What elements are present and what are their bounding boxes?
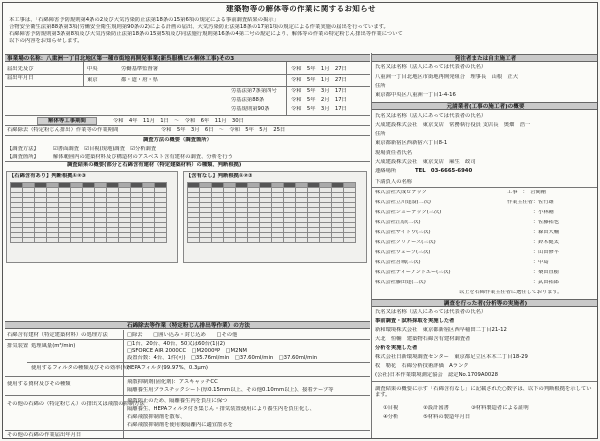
notify-dest-label: 届出先及び	[7, 66, 34, 72]
period-value: 令和 4年 11月 1日 ～ 令和 6年 11月 30日	[113, 118, 244, 124]
flow-label: 処理風量(m³/min)	[31, 343, 76, 349]
sub-name: 株式会社江原(二次)	[375, 220, 421, 225]
result-item-1: ①目視	[383, 405, 399, 411]
sub-name: 株式会社立川建設(二次)	[375, 200, 431, 205]
sub-header: 下請負人の名称	[375, 179, 413, 185]
intro-line-4: 以下の内容をお知らせします。	[9, 38, 83, 44]
intro-line-1: 本工事は、「石綿障害予防規則第4条の2及び大気汚染防止法第18条の15第6項の規定による事前調査結果の掲示」	[9, 17, 279, 23]
present-table	[10, 182, 167, 243]
capacity-value: 設置台数：4台、1件(可) □35.76ml/min □37.60ml/min □37.60ml/min	[127, 355, 318, 361]
client-addr-label: 住所	[375, 83, 386, 89]
surveyor-person: 大北 恒輔 建築物石綿含有建材調査者	[375, 336, 471, 342]
survey-place-label: 【調査箇所】	[7, 154, 39, 160]
analyst-name: 株式会社日新環境調査センター 東京都足立区本木二丁目18-29	[375, 354, 528, 360]
analyst-sub: 分析を実施した者	[375, 345, 418, 351]
client-header: 発注者または自主施工者	[372, 54, 597, 62]
removal-header: 石綿除去等作業（特定粉じん排出等作業）の方法	[5, 321, 370, 329]
filter-label: 使用するフィルタの種類及びその効率(％)	[31, 365, 130, 371]
divider	[5, 339, 370, 340]
contact-label: 連絡場所	[375, 168, 397, 174]
project-name: 事業場の名称：八重洲一丁目北地区第一種市街地再開発事業(新呉服橋ビル解体工事)その3	[5, 54, 370, 62]
work-period-label: 石綿除去（特定粉じん排出）作業等の作業期間	[7, 127, 119, 133]
cover-value: 隔離養生用プラスチックシート(厚0.15mm以上、その他0.10mm以上)、接着テープ等	[127, 387, 334, 393]
period-label: 解体等工事期間	[37, 117, 97, 125]
page-title: 建築物等の解体等の作業に関するお知らせ	[226, 5, 376, 13]
intro-line-2: 合物安全衛生法第88条第3項(労働安全衛生規則第90条の2)による計画の届出、大気汚染防止法第18条の17第1項の規定による作業実施の届出を行っています。	[9, 24, 389, 30]
flow-detail: □SFORCE AIR 2000CC □M2000ºP □M2NM	[127, 348, 247, 354]
other-label: その他の石綿の（特定粉じん）の排出又は飛散の抑制方法	[7, 401, 145, 407]
notify-office-2: 東京	[87, 77, 98, 83]
filter-value: HEPAフィルタ(99.97%、0.3μm)	[127, 365, 208, 371]
notify-office-1: 中央	[87, 66, 98, 72]
notify-date-5: 令和 5年 3月 17日	[291, 106, 347, 112]
sub-role: ：武田拓郎	[507, 280, 559, 285]
contractor-header: 元請業者(工事の施工者)の概要	[372, 102, 597, 110]
removal-method-label: 石綿含有建材（特定建築材料）の処理方法	[7, 332, 108, 338]
sub-name: 株式会社大成ロテック	[375, 190, 427, 195]
notify-date-3: 令和 5年 3月 17日	[291, 88, 347, 94]
sub-name: 株式会社ウェーブ(三次)	[375, 250, 431, 255]
result-item-5: ⑤材料の製造年月日	[423, 414, 471, 420]
notify-date-4: 令和 5年 2月 17日	[291, 97, 347, 103]
surveyor-label: 氏名又は名称（法人にあっては代表者の氏名）	[375, 309, 487, 315]
intro-line-3: 石綿障害予防規則第3条第8項及び大気汚染防止法第18条の15第5項及び同法施行規則第16条の4第二号の規定により、解体等の作業の特定粉じん排出等作業について	[9, 31, 403, 37]
sub-name: 株式会社シューテック(三次)	[375, 210, 442, 215]
asbestos-absent-panel	[183, 171, 367, 263]
divider	[5, 115, 370, 116]
last-label: その他の石綿の作業届出年月日	[7, 432, 82, 438]
divider	[286, 62, 287, 115]
notify-agency-3: 労基法第7条第四号	[231, 88, 277, 94]
sub-name: 株式会社宮城(三次)	[375, 260, 421, 265]
divider	[123, 330, 124, 438]
sub-role: ：鈴木健太	[507, 240, 559, 245]
client-name: 八重洲一丁目北地区市街地再開発組合 理事長 山根 正大	[375, 74, 519, 80]
sub-name: 株式会社クリアーズ(三次)	[375, 240, 436, 245]
contact-value: TEL 03-6665-6940	[415, 168, 473, 174]
sub-name: 株式会社ティーアンドエー(三次)	[375, 270, 451, 275]
contractor-addr: 東京都新宿区西新宿六丁目8-1	[375, 140, 448, 146]
other-row-3: 石綿飛散抑制剤を散布、	[127, 414, 186, 420]
analyst-person: 枚 勒花 石綿分析技術評価 Aランク	[375, 363, 469, 369]
notify-date-1: 令和 5年 1月 27日	[291, 66, 347, 72]
other-row-1: 飛散防止のため、隔離養生内を負圧に保つ	[127, 398, 228, 404]
result-item-2: ②設計図書	[423, 405, 449, 411]
contractor-label: 氏名又は名称（法人にあっては代表者の氏名）	[375, 113, 487, 119]
sub-role: ：山田修平	[507, 250, 559, 255]
agent-label: 使用する資材及びその種類	[7, 381, 71, 387]
survey-header: 調査方法の概要（調査箇所）	[143, 137, 212, 143]
result-item-4: ④分析	[383, 414, 399, 420]
client-addr: 東京都中央区八重洲一丁目1-4-16	[375, 92, 456, 98]
divider	[5, 395, 370, 396]
divider	[5, 430, 370, 431]
exhaust-label: 排気装置	[7, 343, 29, 349]
contractor-name: 大成建設株式会社 東京支店 常務執行役員 支店長 奥畑 浩一	[375, 122, 531, 128]
sub-role: ：佐藤拓也	[507, 220, 559, 225]
result-item-3: ③材料製造者による証明	[471, 405, 529, 411]
notify-date-2: 令和 5年 1月 27日	[291, 77, 347, 83]
agent-value: 飛散抑制剤(固化剤)：アスキャッチCC	[127, 379, 218, 385]
divider	[27, 362, 370, 363]
removal-method-value: □除去 □囲い込み・封じ込め □その他	[127, 332, 238, 338]
present-panel-title: 【石綿含有あり】判断根拠①②③	[9, 173, 87, 179]
notice-board	[2, 2, 598, 439]
sub-role: ：桑田直樹	[507, 270, 559, 275]
survey-place-value: 解体範囲内の建築材料及び構造材のアスベスト含有建材の調査、分析を行う	[53, 154, 233, 160]
surveyor-sub: 事前調査・試料採取を実施した者	[375, 318, 455, 324]
divider	[5, 86, 370, 87]
notify-agency-2: 都・道・府・県	[121, 77, 159, 83]
notify-agency-5: 労基規則第90条	[231, 106, 270, 112]
sub-role: ：中島	[507, 260, 549, 265]
result-box-text: 調査結果の概要に示す「石綿含有なし」に記載された○数字は、以下の判断根拠を示しています。	[375, 386, 592, 399]
sub-name: 株式会社サイトウ(三次)	[375, 230, 431, 235]
divider	[5, 74, 370, 75]
asbestos-present-panel	[6, 171, 178, 263]
divider	[5, 376, 370, 377]
notify-date-label: 届出年月日	[7, 75, 34, 81]
absent-panel-title: 【含有なし】判断根拠①②③	[186, 173, 253, 179]
sub-role: 作業主任者：佐竹雄	[507, 200, 554, 205]
client-label: 氏名又は名称（法人にあっては代表者の氏名）	[375, 64, 487, 70]
sub-role: 工事 ： 岩間剛	[507, 190, 546, 195]
divider	[372, 381, 597, 382]
analyst-org: (公社)日本作業環境測定協会 認定No.1709A0028	[375, 372, 498, 378]
manager-value: 大成建設株式会社 東京支店 麻生 政司	[375, 159, 476, 165]
manager-label: 現場責任者氏名	[375, 150, 413, 156]
survey-method-label: 【調査方法】	[7, 146, 39, 152]
flow-value: □1台、20台、40台、50又は60台(1)(2)	[127, 341, 226, 347]
divider	[5, 135, 370, 136]
survey-result-header: 調査結果の概要(部分と石綿含有建材（特定建築材料）の種類、判断根拠)	[67, 162, 242, 168]
divider	[372, 187, 597, 188]
surveyor-header: 調査を行った者(分析等の実施者)	[372, 299, 597, 307]
notify-agency-4: 労基法第88条	[231, 97, 265, 103]
sub-note: 以上を石綿作業主任者に選任しております。	[459, 290, 563, 295]
surveyor-name: 新和環境株式会社 東京都新宿区西早稲田二丁目21-12	[375, 327, 507, 333]
notify-agency-1: 労働基準監督署	[121, 66, 159, 72]
other-row-4: 石綿飛散抑制剤を使用後隔離内に適宜散水を	[127, 422, 233, 428]
contractor-addr-label: 住所	[375, 131, 386, 137]
divider	[5, 125, 370, 126]
other-row-2: 隔離養生、HEPAフィルタ付き集じん・排気装置使用により養生内を負圧化し、	[127, 406, 315, 412]
divider	[5, 161, 370, 162]
work-period-value: 令和 5年 3月 6日 ～ 令和 5年 5月 25日	[161, 127, 286, 133]
divider	[83, 62, 84, 86]
survey-method-value: ☑書面調査 ☑目視(現地)調査 ☑分析調査	[53, 146, 157, 152]
sub-role: ：森田大輔	[507, 230, 559, 235]
sub-name: 株式会社藤田建(二次)	[375, 280, 426, 285]
absent-table	[187, 182, 356, 243]
sub-role: ：小林剛	[507, 210, 554, 215]
